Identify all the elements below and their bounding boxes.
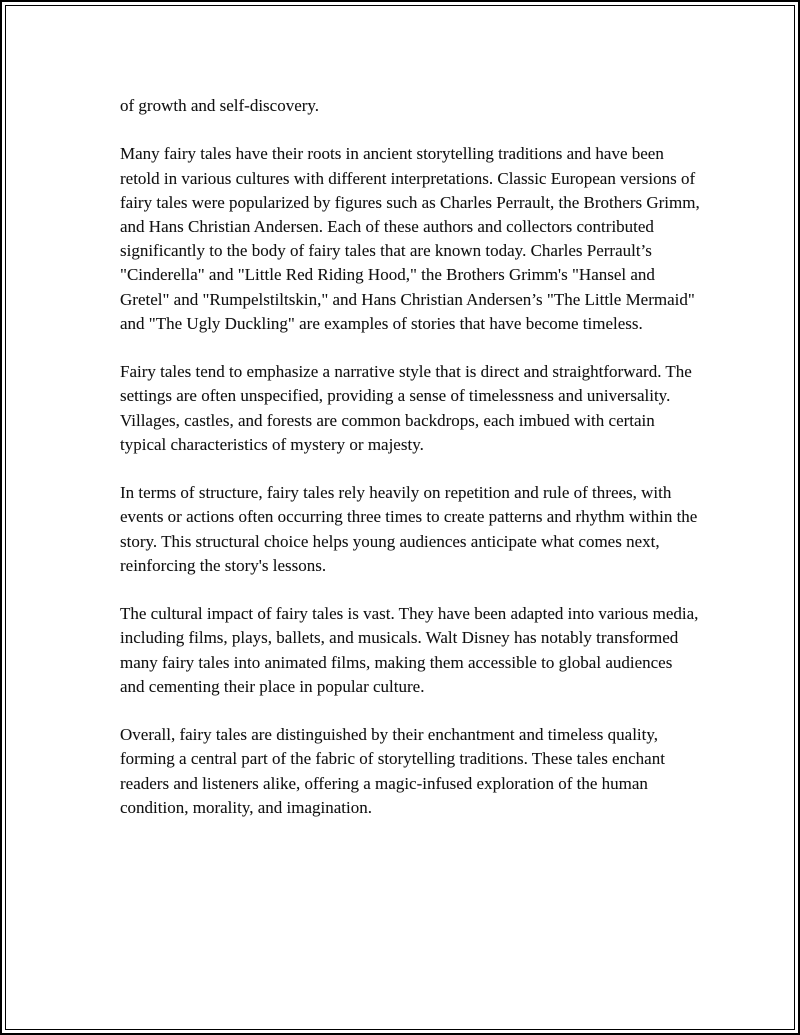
document-body: [120, 94, 700, 844]
paragraph-narrative-style: Fairy tales tend to emphasize a narrative style that is direct and straightforward. The settings are often unspecified, providing a sense of timelessness and universality. Villages, castles, and forests are common backdrops, each imbued with certain typical characteristics of mystery or majesty.: [120, 362, 692, 454]
paragraph-origins: Many fairy tales have their roots in ancient storytelling traditions and have been retold in various cultures with different interpretations. Classic European versions of fairy tales were popularized by figures such as Charles Perrault, the Brothers Grimm, and Hans Christian Andersen. Each of these authors and collectors contributed significantly to the body of fairy tales that are known today. Charles Perrault’s "Cinderella" and "Little Red Riding Hood," the Brothers Grimm's "Hansel and Gretel" and "Rumpelstiltskin," and Hans Christian Andersen’s "The Little Mermaid" and "The Ugly Duckling" are examples of stories that have become timeless.: [120, 144, 700, 333]
paragraph-conclusion: Overall, fairy tales are distinguished by their enchantment and timeless quality, forming a central part of the fabric of storytelling traditions. These tales enchant readers and listeners alike, offering a magic-infused exploration of the human condition, morality, and imagination.: [120, 725, 665, 817]
paragraph-continuation: of growth and self-discovery.: [120, 96, 320, 115]
paragraph-cultural-impact: The cultural impact of fairy tales is vast. They have been adapted into various media, including films, plays, ballets, and musicals. Walt Disney has notably transformed many fairy tales into animated films, making them accessible to global audiences and cementing their place in popular culture.: [120, 604, 699, 696]
paragraph-structure: In terms of structure, fairy tales rely heavily on repetition and rule of threes, with events or actions often occurring three times to create patterns and rhythm within the story. This structural choice helps young audiences anticipate what comes next, reinforcing the story's lessons.: [120, 483, 698, 575]
